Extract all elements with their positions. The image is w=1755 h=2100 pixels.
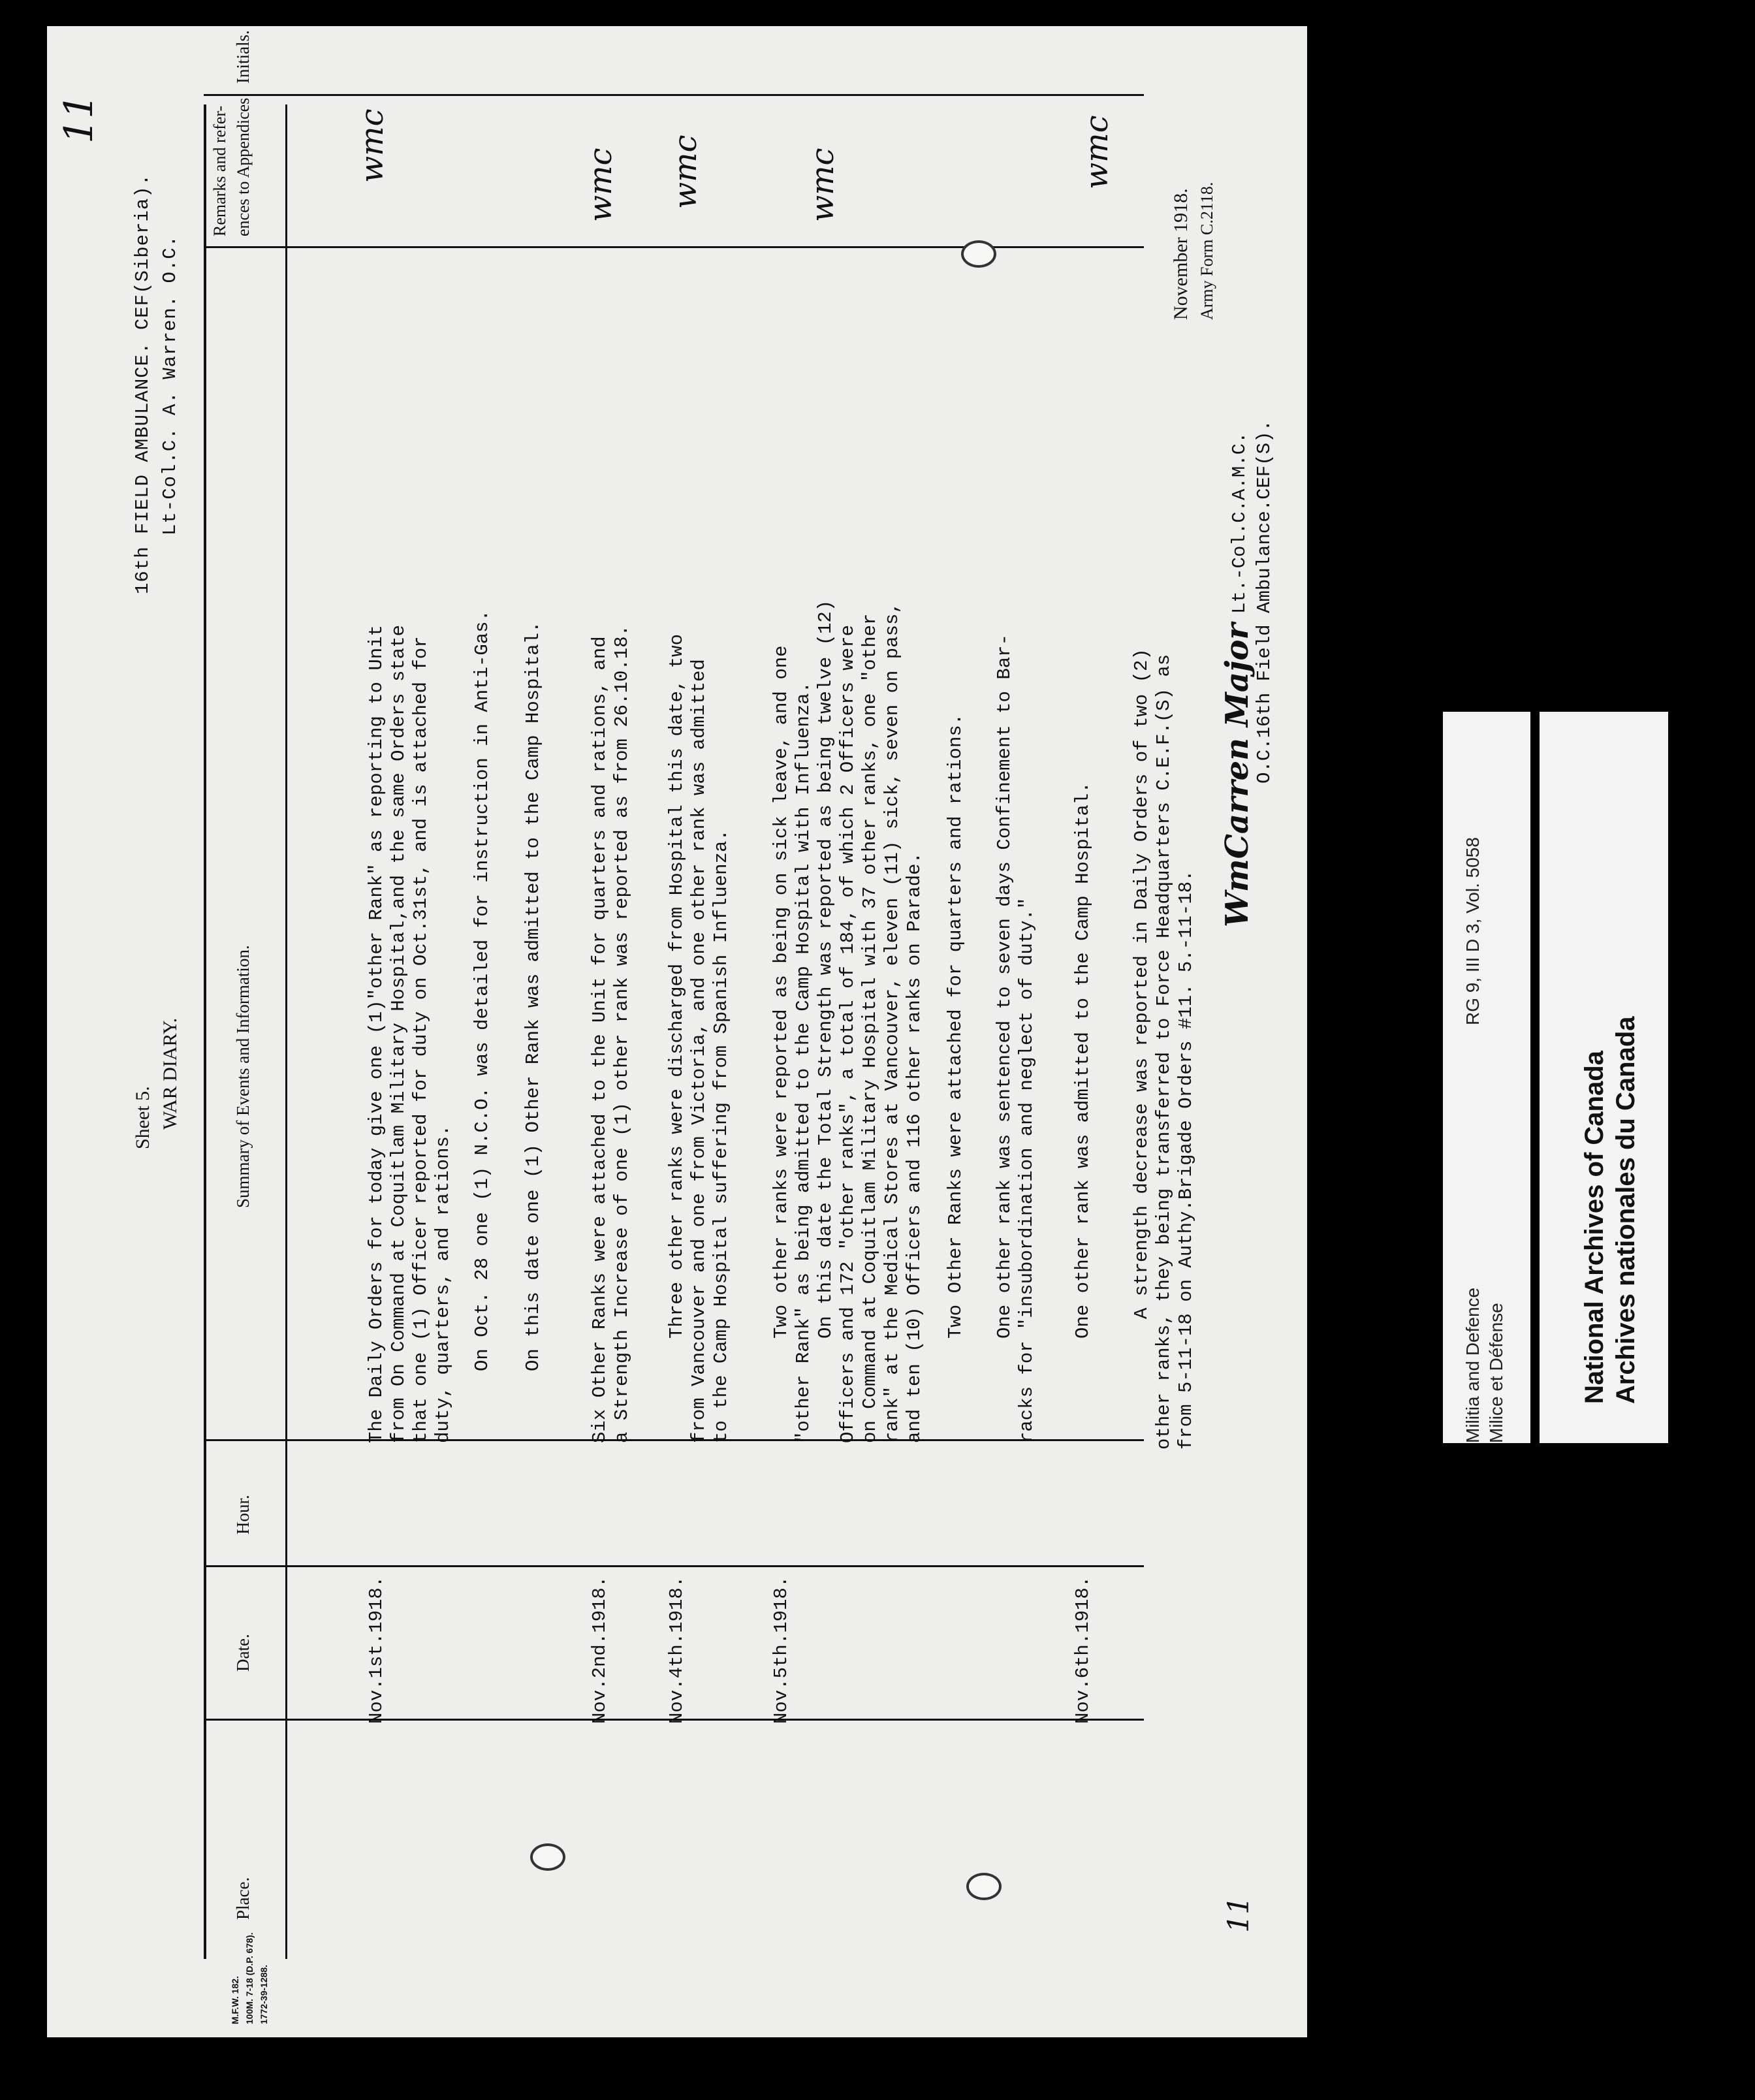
archive-label-card xyxy=(1443,712,1668,1443)
col-header-place: Place. xyxy=(233,1877,253,1920)
entry-date: Nov.2nd.1918. xyxy=(589,1576,610,1724)
archive-fonds-en: Militia and Defence xyxy=(1462,1287,1483,1443)
entry-line: On Oct. 28 one (1) N.C.O. was detailed for instruction in Anti-Gas. xyxy=(471,610,493,1371)
entry-line: on Command at Coquitlam Military Hospital with 37 other ranks, one "other xyxy=(859,613,881,1443)
entry-line: Three other ranks were discharged from Hospital this date, two xyxy=(666,634,688,1339)
entry-date: Nov.6th.1918. xyxy=(1072,1576,1094,1724)
col-divider-date xyxy=(204,1565,1144,1567)
diary-page xyxy=(47,26,1307,2037)
table-header-rule xyxy=(285,104,287,1959)
initials-mark: wmc xyxy=(667,135,704,209)
punch-hole xyxy=(961,240,996,268)
entry-line: A strength decrease was reported in Daily Orders of two (2) xyxy=(1131,648,1152,1319)
entry-line: The Daily Orders for today give one (1)"other Rank" as reporting to Unit xyxy=(366,624,387,1443)
sheet-number: Sheet 5. xyxy=(132,1086,153,1149)
col-header-date: Date. xyxy=(233,1634,253,1672)
initials-mark: wmc xyxy=(804,148,841,222)
entry-line: to the Camp Hospital suffering from Spanish Influenza. xyxy=(710,829,732,1443)
entry-line: Two Other Ranks were attached for quarters and rations. xyxy=(945,713,966,1339)
entry-date: Nov.4th.1918. xyxy=(666,1576,688,1724)
unit-title: 16th FIELD AMBULANCE. CEF(Siberia). xyxy=(132,173,153,594)
entry-date: Nov.5th.1918. xyxy=(770,1576,792,1724)
initials-mark: wmc xyxy=(582,148,619,222)
form-code-1: M.F.W. 182. xyxy=(230,1976,240,2024)
entry-line: from Vancouver and one from Victoria, and one other rank was admitted xyxy=(688,659,710,1443)
col-divider-hour xyxy=(204,1439,1144,1441)
entry-line: from 5-11-18 on Authy.Brigade Orders #11. 5.-11-18. xyxy=(1175,870,1197,1450)
army-form-number: Army Form C.2118. xyxy=(1197,182,1216,320)
entry-line: that one (1) Officer reported for duty on Oct.31st, and is attached for xyxy=(410,636,432,1443)
table-top-rule xyxy=(204,104,206,1959)
entry-date: Nov.1st.1918. xyxy=(366,1576,387,1724)
entry-line: One other rank was admitted to the Camp Hospital. xyxy=(1072,782,1094,1339)
col-header-remarks-1: Remarks and refer- xyxy=(210,105,229,236)
archive-name-fr: Archives nationales du Canada xyxy=(1611,1016,1640,1404)
punch-hole xyxy=(530,1843,565,1871)
entry-line: Two other ranks were reported as being on sick leave, and one xyxy=(770,645,792,1339)
archive-reference: RG 9, III D 3, Vol. 5058 xyxy=(1462,837,1483,1025)
col-divider-summary xyxy=(204,246,1144,248)
entry-line: Six Other Ranks were attached to the Unit for quarters and rations, and xyxy=(589,636,610,1443)
punch-hole xyxy=(966,1873,1002,1900)
initials-mark: wmc xyxy=(354,108,390,183)
rotated-page-content xyxy=(47,26,1307,2037)
entry-line: Officers and 172 "other ranks", a total of 184, of which 2 Officers were xyxy=(837,624,859,1443)
col-header-hour: Hour. xyxy=(233,1495,253,1535)
entry-line: One other rank was sentenced to seven days Confinement to Bar- xyxy=(994,634,1015,1339)
signature-unit: O.C.16th Field Ambulance.CEF(S). xyxy=(1254,420,1275,784)
archive-name-en: National Archives of Canada xyxy=(1580,1051,1609,1404)
diary-title: WAR DIARY. xyxy=(159,1017,181,1130)
entry-line: other ranks, they being transferred to Force Headquarters C.E.F.(S) as xyxy=(1153,654,1175,1450)
col-header-initials: Initials. xyxy=(233,30,253,84)
entry-line: On this date the Total Strength was reported as being twelve (12) xyxy=(815,599,836,1339)
signature-rank: Lt.-Col.C.A.M.C. xyxy=(1229,432,1250,614)
archive-fonds-fr: Milice et Défense xyxy=(1486,1303,1506,1443)
commander-line: Lt-Col.C. A. Warren. O.C. xyxy=(159,234,181,535)
initials-mark: wmc xyxy=(1079,115,1115,189)
col-header-summary: Summary of Events and Information. xyxy=(233,945,253,1208)
entry-line: On this date one (1) Other Rank was admitted to the Camp Hospital. xyxy=(522,621,544,1371)
entry-line: a Strength Increase of one (1) other rank was reported as from 26.10.18. xyxy=(611,624,633,1443)
entry-line: duty, quarters, and rations. xyxy=(432,1124,454,1443)
col-header-remarks-2: ences to Appendices xyxy=(234,97,253,236)
entry-line: racks for "insubordination and neglect of duty." xyxy=(1016,897,1037,1443)
page-number: 11 xyxy=(56,93,102,144)
signature: WmCarren Major xyxy=(1219,623,1256,927)
diary-month: November 1918. xyxy=(1170,188,1192,320)
archive-label-divider xyxy=(1530,712,1540,1443)
entry-line: from On Command at Coquitlam Military Hospital,and the same Orders state xyxy=(388,624,409,1443)
entry-line: and ten (10) Officers and 116 other ranks on Parade. xyxy=(904,852,925,1443)
form-code-2: 100M. 7-18 (D.P. 678). xyxy=(244,1932,255,2024)
entry-line: "other Rank" as being admitted to the Camp Hospital with Influenza. xyxy=(793,682,814,1443)
corner-mark: 11 xyxy=(1222,1896,1256,1933)
form-code-3: 1772-39-1288. xyxy=(259,1964,269,2024)
col-divider-remarks xyxy=(204,94,1144,96)
entry-line: rank" at the Medical Stores at Vancouver, eleven (11) sick, seven on pass, xyxy=(881,602,903,1443)
